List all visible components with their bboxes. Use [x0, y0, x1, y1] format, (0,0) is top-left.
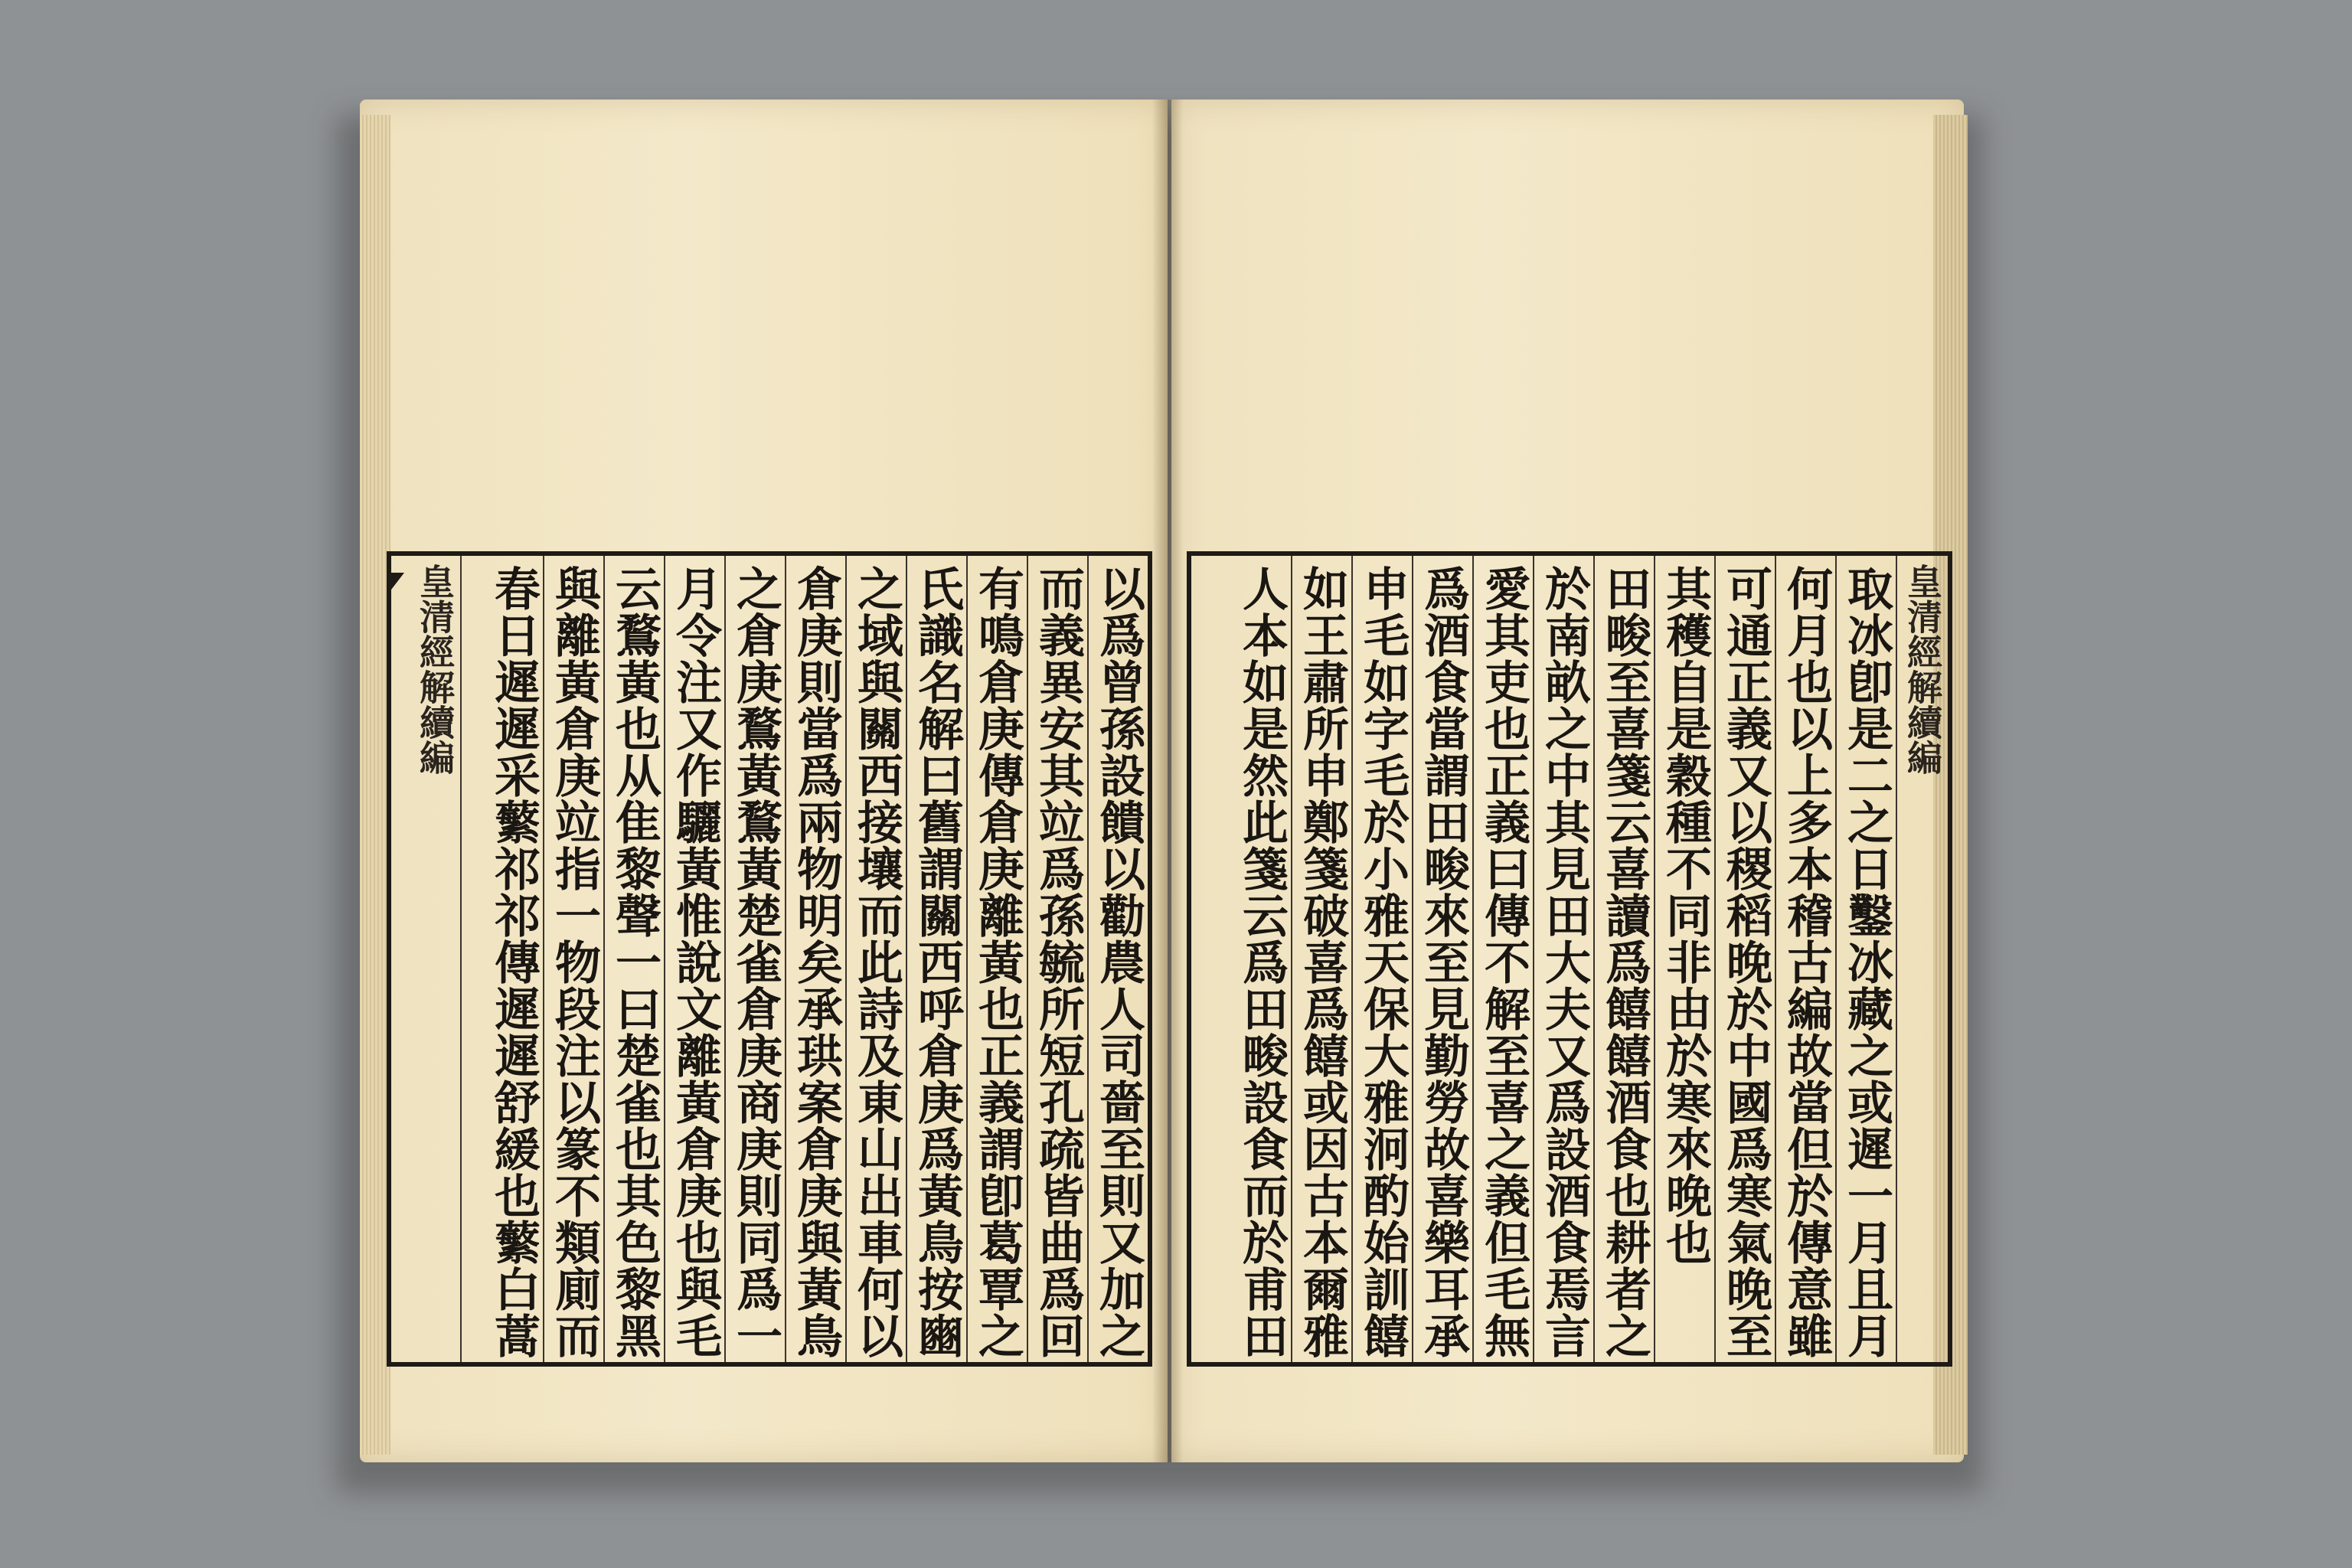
- right-text-frame: [1187, 551, 1952, 1367]
- text-column: 有鳴倉庚傳倉庚離黃也正義謂卽葛覃之: [966, 556, 1027, 1362]
- text-column: 可通正義又以稷稻晚於中國爲寒氣晚至: [1714, 556, 1775, 1362]
- text-column: 之倉庚鶩黃鶩黃楚雀倉庚商庚則同爲一: [724, 556, 785, 1362]
- text-column: 而義異安其竝爲孫毓所短孔疏皆曲爲回: [1027, 556, 1087, 1362]
- left-text-columns: [466, 556, 1148, 1362]
- text-column: 云鶩黃也从隹黎聲一曰楚雀也其色黎黑: [603, 556, 664, 1362]
- text-column: 氏識名解曰舊謂關西呼倉庚爲黃鳥按豳: [906, 556, 966, 1362]
- text-column: 取冰卽是二之日鑿冰藏之或遲一月且月: [1835, 556, 1896, 1362]
- text-column: 倉庚則當爲兩物明矣承珙案倉庚與黃鳥: [785, 556, 845, 1362]
- text-column: 爲酒食當謂田畯來至見勤勞故喜樂耳承: [1412, 556, 1472, 1362]
- text-column: 之域與關西接壤而此詩及東山出車何以: [845, 556, 906, 1362]
- text-column: 與離黃倉庚竝指一物段注以篆不類廁而: [543, 556, 603, 1362]
- text-column: 愛其吏也正義曰傳不解至喜之義但毛無: [1472, 556, 1533, 1362]
- text-column: 人本如是然此箋云爲田畯設食而於甫田: [1235, 565, 1289, 1359]
- book-gutter: [1152, 100, 1183, 1462]
- fishtail-mark: [391, 573, 404, 593]
- text-column: 於南畝之中其見田大夫又爲設酒食焉言: [1533, 556, 1593, 1362]
- left-page-edges: [360, 115, 390, 1455]
- right-text-columns: [1191, 556, 1896, 1362]
- right-margin-column: [1896, 556, 1948, 1362]
- left-book-title: 皇清經解續編: [414, 564, 456, 775]
- text-column: 田畯至喜箋云喜讀爲饎饎酒食也耕者之: [1593, 556, 1654, 1362]
- text-column: 月令注又作驪黃惟說文離黃倉庚也與毛: [664, 556, 724, 1362]
- right-book-title: 皇清經解續編: [1902, 564, 1943, 775]
- left-text-frame: [387, 551, 1152, 1367]
- text-column: 何月也以上多本稽古編故當但於傳意雖: [1775, 556, 1835, 1362]
- left-margin-column: [391, 556, 462, 1362]
- text-column: 其穫自是穀種不同非由於寒來晚也: [1654, 556, 1714, 1362]
- text-column: 以爲曾孫設饋以勸農人司嗇至則又加之: [1087, 556, 1148, 1362]
- text-column: 申毛如字毛於小雅天保大雅泂酌始訓饎: [1351, 556, 1412, 1362]
- text-column: 如王肅所申鄭箋破喜爲饎或因古本爾雅: [1291, 556, 1351, 1362]
- text-column: 春日遲遲采蘩祁祁傳遲遲舒緩也蘩白蒿: [487, 565, 541, 1359]
